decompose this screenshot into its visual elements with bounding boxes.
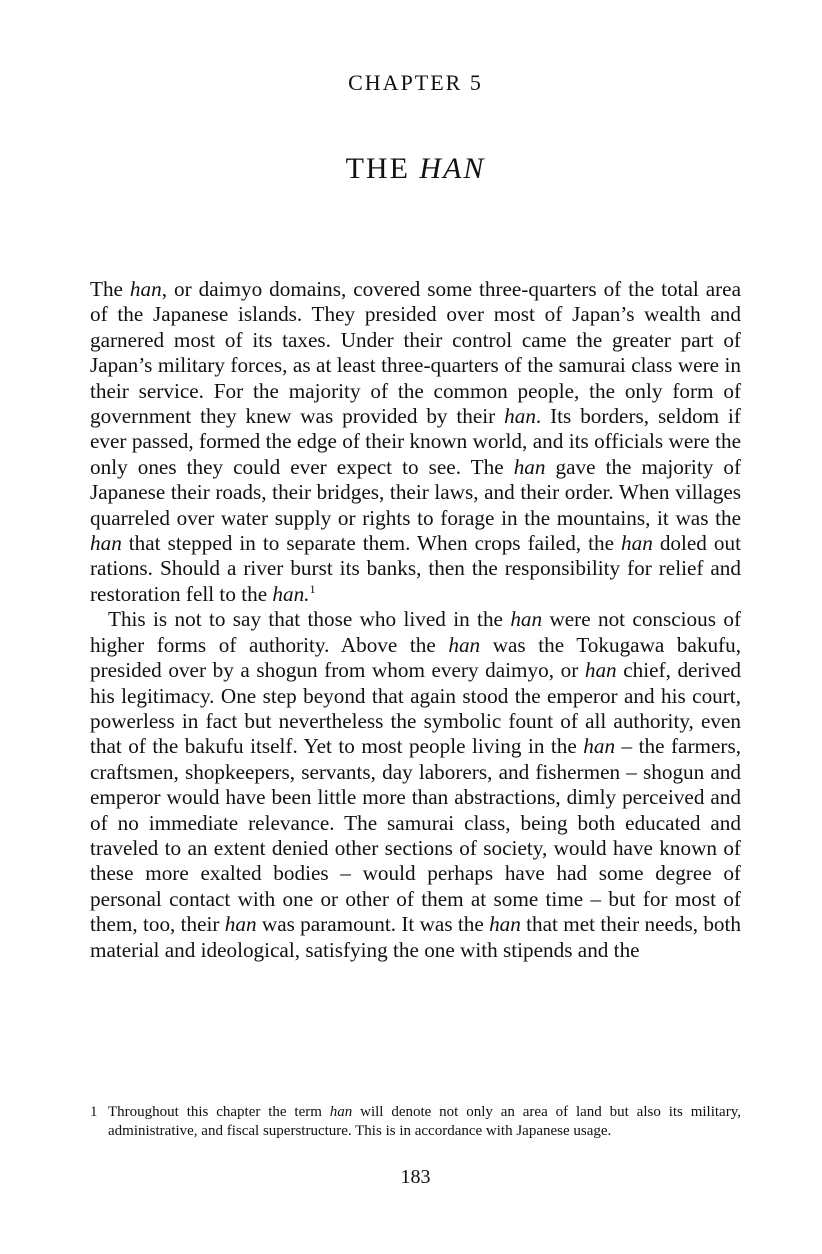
italic-term: han bbox=[510, 607, 543, 632]
italic-term: han bbox=[224, 912, 257, 937]
body-text bbox=[90, 277, 741, 963]
book-page bbox=[90, 0, 741, 1254]
text-run: Throughout this chapter the term bbox=[108, 1104, 330, 1120]
italic-term: han bbox=[448, 632, 481, 657]
text-run: This is not to say that those who lived in the bbox=[108, 607, 511, 632]
text-run: . Its borders, seldom if ever passed, formed the edge of their known world, and its officials were the only ones they could ever expect to see. The bbox=[90, 404, 741, 479]
footnote-text bbox=[90, 1103, 741, 1141]
italic-term: han bbox=[584, 658, 617, 683]
text-run: doled out rations. Should a river burst its banks, then the responsibility for relief and restoration fell to the bbox=[90, 531, 741, 606]
chapter-title-prefix: THE bbox=[345, 152, 420, 185]
italic-term: han bbox=[513, 454, 546, 479]
text-run: , or daimyo domains, covered some three-quarters of the total area of the Japanese islands. They presided over most of Japan’s wealth and garnered most of its taxes. Under their control came the greater part of Japan’s military forces, as at least three-quarters of the samurai class were in their service. For the majority of the common people, the only form of government they knew was provided by their bbox=[90, 277, 741, 429]
italic-term: han bbox=[90, 531, 122, 556]
chapter-label: CHAPTER 5 bbox=[348, 70, 483, 95]
text-run: that met their needs, both material and ideological, satisfying the one with stipends and the bbox=[90, 912, 741, 962]
italic-term: han bbox=[489, 912, 521, 937]
text-run: gave the majority of Japanese their roads, their bridges, their laws, and their order. When villages quarreled over water supply or rights to forage in the mountains, it was the bbox=[90, 454, 742, 530]
text-run: was the Tokugawa bakufu, presided over by a shogun from whom every daimyo, or bbox=[90, 632, 741, 683]
paragraph bbox=[90, 277, 741, 607]
italic-term: han bbox=[129, 277, 162, 301]
chapter-title-italic: HAN bbox=[419, 152, 486, 185]
italic-term: han. bbox=[272, 581, 310, 606]
text-run: will denote not only an area of land but also its military, administrative, and fiscal superstructure. This is in accordance with Japanese usage. bbox=[108, 1104, 741, 1139]
text-run: that stepped in to separate them. When crops failed, the bbox=[121, 531, 622, 556]
text-run: was paramount. It was the bbox=[256, 912, 490, 937]
text-run: chief, derived his legitimacy. One step beyond that again stood the emperor and his court, powerless in fact but nevertheless the symbolic fount of all authority, even that of the bakufu itself. Yet to most people living in the bbox=[90, 658, 741, 759]
paragraph bbox=[90, 607, 741, 963]
italic-term: han bbox=[504, 404, 536, 429]
footnote-ref: 1 bbox=[309, 581, 316, 596]
italic-term: han bbox=[329, 1104, 353, 1120]
italic-term: han bbox=[583, 734, 616, 759]
footnote bbox=[90, 1103, 741, 1141]
italic-term: han bbox=[621, 531, 653, 556]
text-run: – the farmers, craftsmen, shopkeepers, servants, day laborers, and fishermen – shogun and emperor would have been little more than abstractions, dimly perceived and of no immediate relevance. The samurai class, being both educated and traveled to an extent denied other sections of society, would have known of these more exalted bodies – would perhaps have had some degree of personal contact with one or other of them at some time – but for most of them, too, their bbox=[90, 734, 741, 937]
chapter-title bbox=[90, 152, 741, 186]
footnote-mark: 1 bbox=[90, 1104, 98, 1120]
text-run: The bbox=[90, 277, 130, 301]
text-run: were not conscious of higher forms of authority. Above the bbox=[90, 607, 741, 657]
page-number: 183 bbox=[400, 1166, 431, 1188]
